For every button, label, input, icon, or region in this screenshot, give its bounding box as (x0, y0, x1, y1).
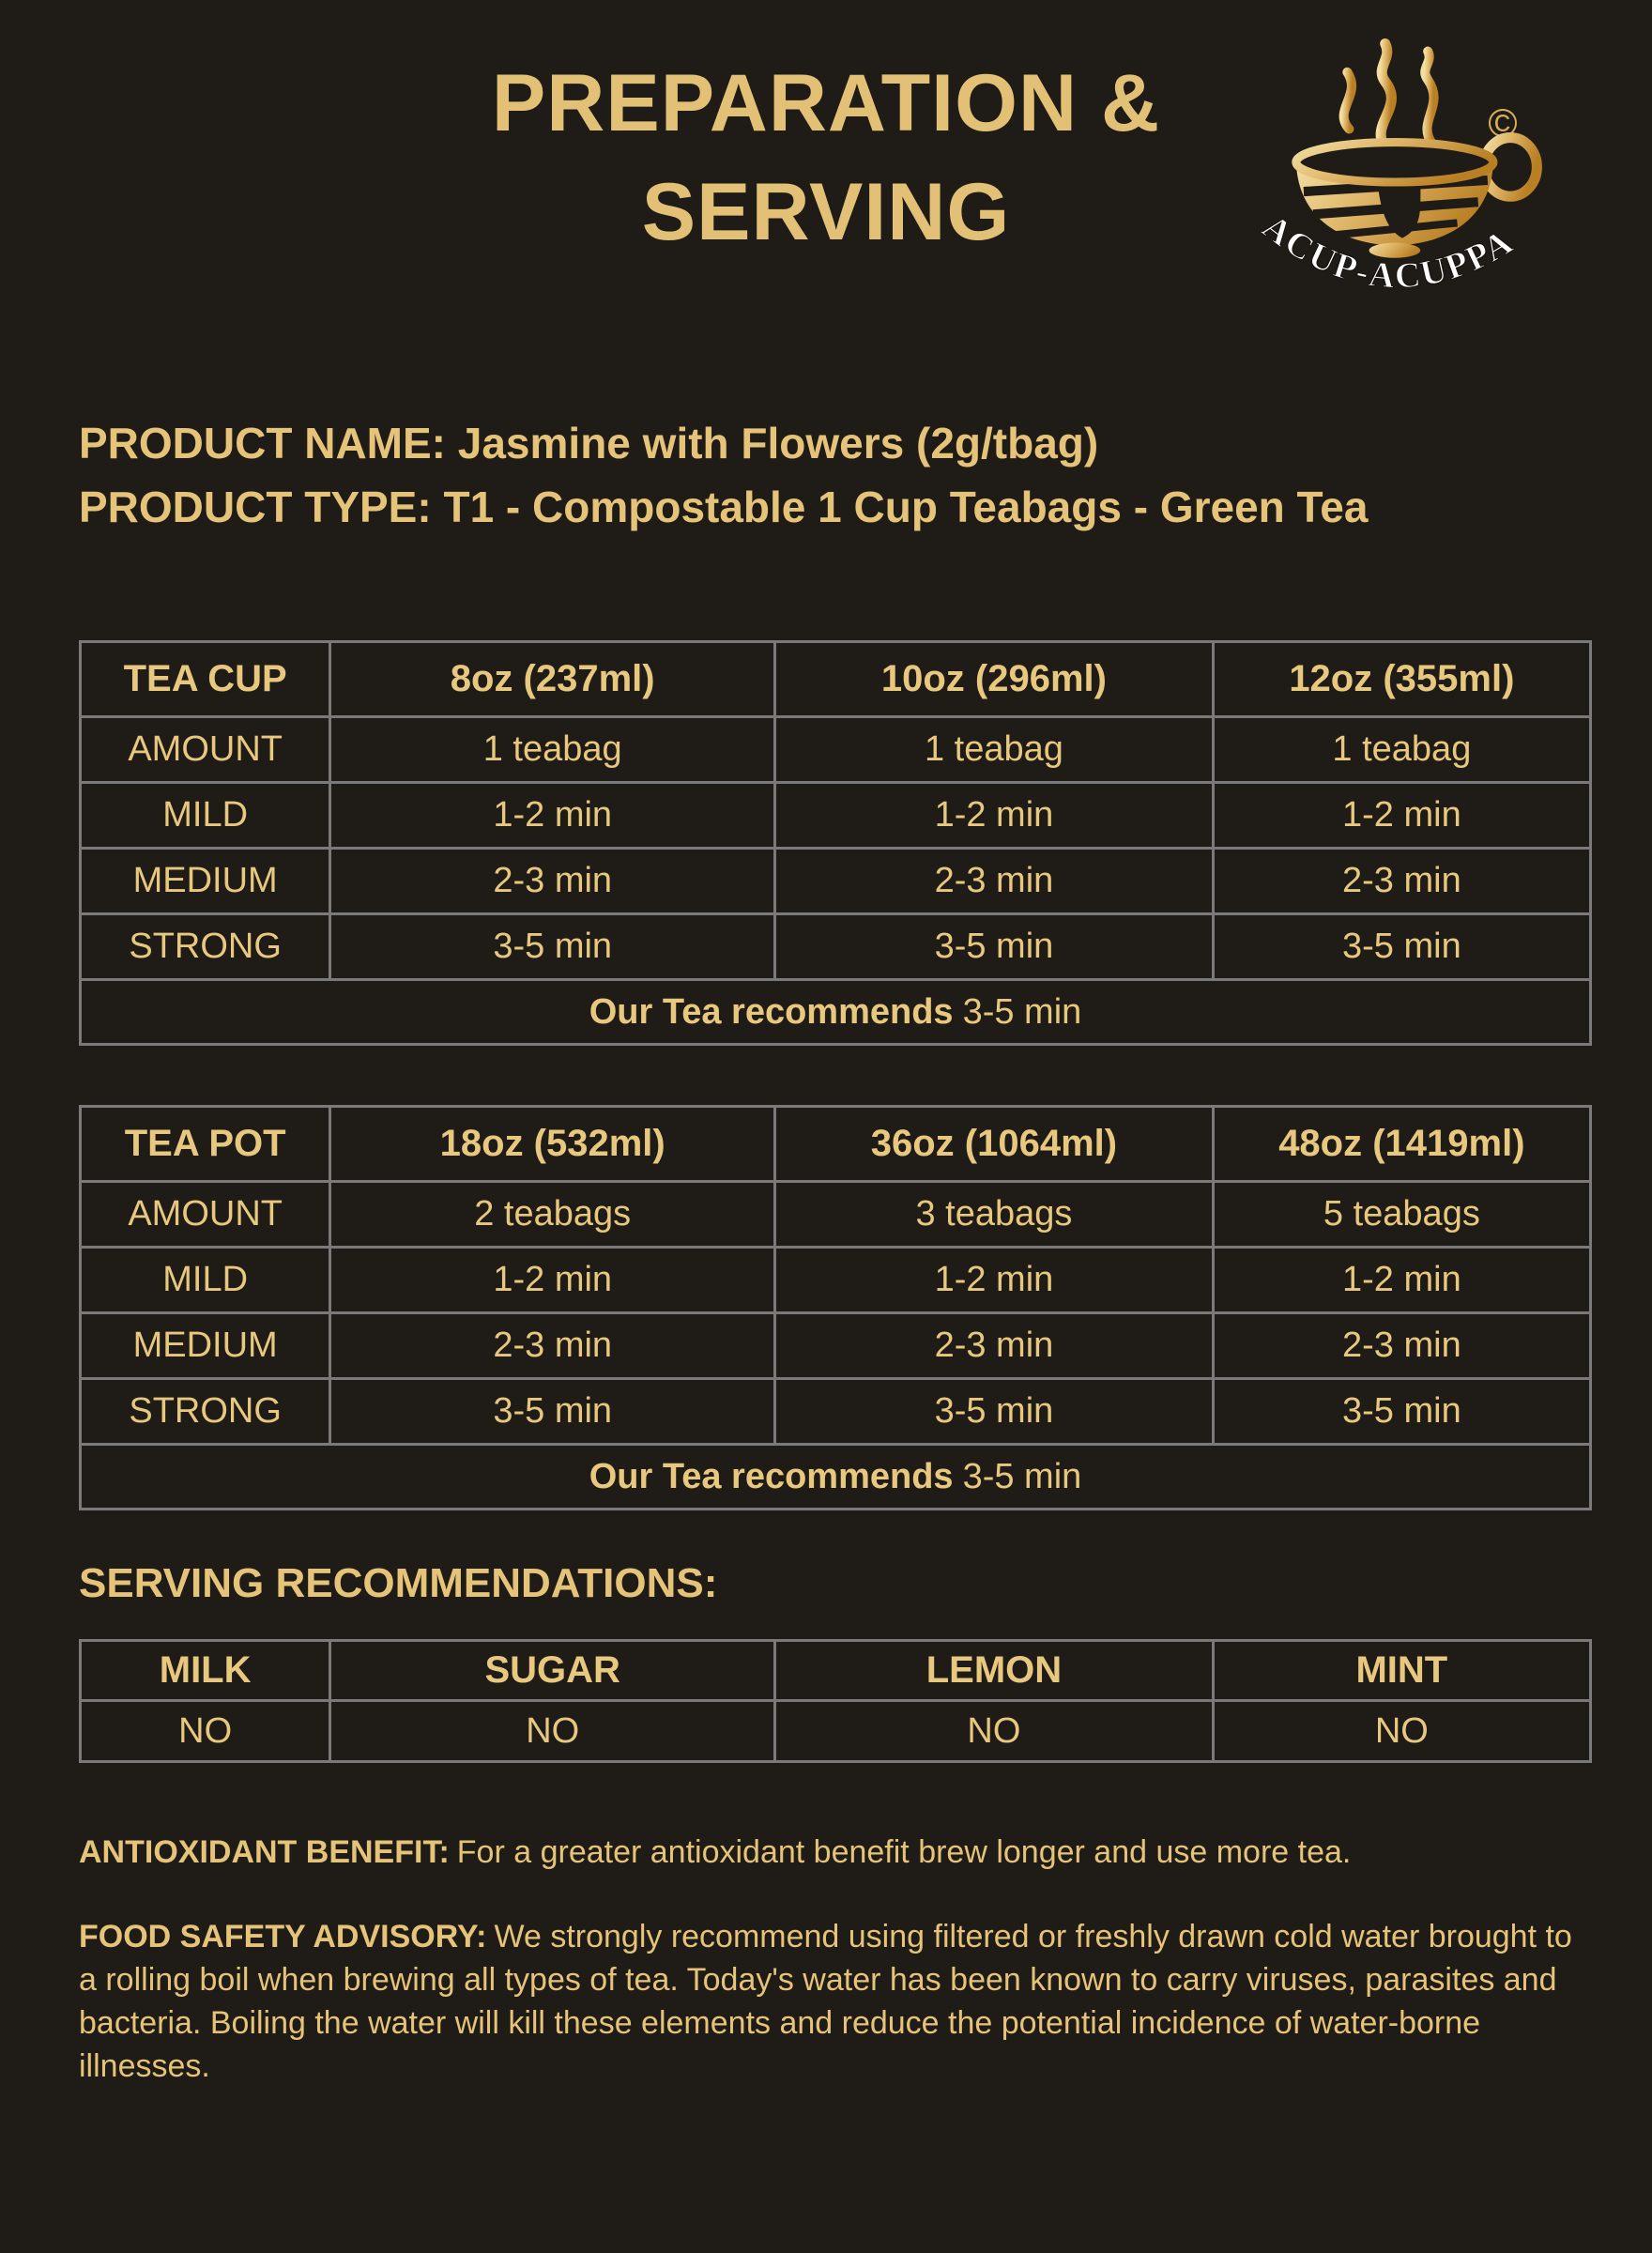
row-label-cell: AMOUNT (81, 1182, 330, 1248)
serving-value-cell: NO (81, 1701, 330, 1762)
value-cell: 1 teabag (1213, 717, 1590, 783)
value-cell: 2-3 min (775, 849, 1214, 914)
table-row (81, 717, 1591, 783)
product-type-line (79, 475, 1581, 539)
serving-recommendations-heading: SERVING RECOMMENDATIONS: (79, 1560, 718, 1606)
row-label-cell: MEDIUM (81, 1313, 330, 1379)
recommendation-value: 3-5 min (962, 1456, 1082, 1496)
serving-value-cell: NO (775, 1701, 1214, 1762)
serving-value-cell: NO (1213, 1701, 1590, 1762)
serving-value-cell: NO (330, 1701, 775, 1762)
table-title-cell: TEA CUP (81, 642, 330, 717)
serving-header-cell: MINT (1213, 1641, 1590, 1701)
recommendation-label: Our Tea recommends (589, 1456, 954, 1496)
product-info (79, 411, 1581, 539)
serving-header-cell: SUGAR (330, 1641, 775, 1701)
table-row (81, 783, 1591, 849)
row-label-cell: MEDIUM (81, 849, 330, 914)
value-cell: 1-2 min (330, 783, 775, 849)
value-cell: 1-2 min (1213, 783, 1590, 849)
value-cell: 2-3 min (775, 1313, 1214, 1379)
recommendation-value: 3-5 min (962, 991, 1082, 1032)
value-cell: 3-5 min (330, 1379, 775, 1445)
tea-pot-table (79, 1105, 1592, 1510)
brand-arc-text: ACUP-ACUPPA (1254, 207, 1521, 297)
recommendation-label: Our Tea recommends (589, 991, 954, 1032)
value-cell: 2-3 min (330, 849, 775, 914)
antioxidant-benefit-note (79, 1831, 1590, 1874)
serving-header-cell: MILK (81, 1641, 330, 1701)
size-header-cell: 10oz (296ml) (775, 642, 1214, 717)
row-label-cell: STRONG (81, 914, 330, 980)
row-label-cell: MILD (81, 783, 330, 849)
value-cell: 1-2 min (775, 1248, 1214, 1313)
value-cell: 3-5 min (775, 1379, 1214, 1445)
value-cell: 3 teabags (775, 1182, 1214, 1248)
cup-logo-graphic (1218, 26, 1598, 340)
table-row (81, 1313, 1591, 1379)
table-header-row (81, 642, 1591, 717)
steam-icon (1344, 44, 1434, 150)
size-header-cell: 12oz (355ml) (1213, 642, 1590, 717)
table-header-row (81, 1641, 1591, 1701)
page-title-line2: SERVING (641, 167, 1011, 257)
serving-header-cell: LEMON (775, 1641, 1214, 1701)
table-row (81, 1379, 1591, 1445)
value-cell: 2-3 min (330, 1313, 775, 1379)
tea-cup-table (79, 640, 1592, 1046)
serving-recommendations-table (79, 1639, 1592, 1763)
antioxidant-benefit-text: For a greater antioxidant benefit brew longer and use more tea. (456, 1834, 1352, 1870)
value-cell: 2-3 min (1213, 849, 1590, 914)
table-header-row (81, 1107, 1591, 1182)
value-cell: 3-5 min (775, 914, 1214, 980)
product-type-value: T1 - Compostable 1 Cup Teabags - Green Tea (443, 483, 1369, 531)
recommendation-cell (81, 1445, 1591, 1510)
product-name-label: PRODUCT NAME: (79, 419, 446, 467)
table-row (81, 914, 1591, 980)
value-cell: 3-5 min (1213, 1379, 1590, 1445)
food-safety-advisory-note (79, 1915, 1581, 2088)
table-row (81, 1248, 1591, 1313)
row-label-cell: AMOUNT (81, 717, 330, 783)
value-cell: 2-3 min (1213, 1313, 1590, 1379)
table-row (81, 849, 1591, 914)
size-header-cell: 18oz (532ml) (330, 1107, 775, 1182)
size-header-cell: 8oz (237ml) (330, 642, 775, 717)
table-footer-row (81, 1445, 1591, 1510)
brand-logo (1218, 26, 1598, 340)
table-row (81, 1182, 1591, 1248)
value-cell: 1 teabag (330, 717, 775, 783)
recommendation-cell (81, 980, 1591, 1045)
copyright-icon: © (1488, 100, 1518, 146)
food-safety-advisory-label: FOOD SAFETY ADVISORY: (79, 1919, 487, 1954)
size-header-cell: 48oz (1419ml) (1213, 1107, 1590, 1182)
table-footer-row (81, 980, 1591, 1045)
product-type-label: PRODUCT TYPE: (79, 483, 432, 531)
value-cell: 5 teabags (1213, 1182, 1590, 1248)
size-header-cell: 36oz (1064ml) (775, 1107, 1214, 1182)
product-name-line (79, 411, 1581, 475)
value-cell: 3-5 min (330, 914, 775, 980)
value-cell: 2 teabags (330, 1182, 775, 1248)
food-safety-advisory-text: We strongly recommend using filtered or freshly drawn cold water brought to a rolling boil when brewing all types of tea. Today's water has been known to carry viruses, parasites and bacteria. Boiling the water will kill these elements and reduce the potential incidence of water-borne illnesses. (79, 1919, 1572, 2084)
row-label-cell: MILD (81, 1248, 330, 1313)
value-cell: 1-2 min (1213, 1248, 1590, 1313)
value-cell: 1-2 min (775, 783, 1214, 849)
antioxidant-benefit-label: ANTIOXIDANT BENEFIT: (79, 1834, 450, 1870)
value-cell: 3-5 min (1213, 914, 1590, 980)
row-label-cell: STRONG (81, 1379, 330, 1445)
page-title-line1: PREPARATION & (491, 58, 1161, 148)
table-title-cell: TEA POT (81, 1107, 330, 1182)
product-name-value: Jasmine with Flowers (2g/tbag) (457, 419, 1099, 467)
value-cell: 1 teabag (775, 717, 1214, 783)
table-row (81, 1701, 1591, 1762)
value-cell: 1-2 min (330, 1248, 775, 1313)
